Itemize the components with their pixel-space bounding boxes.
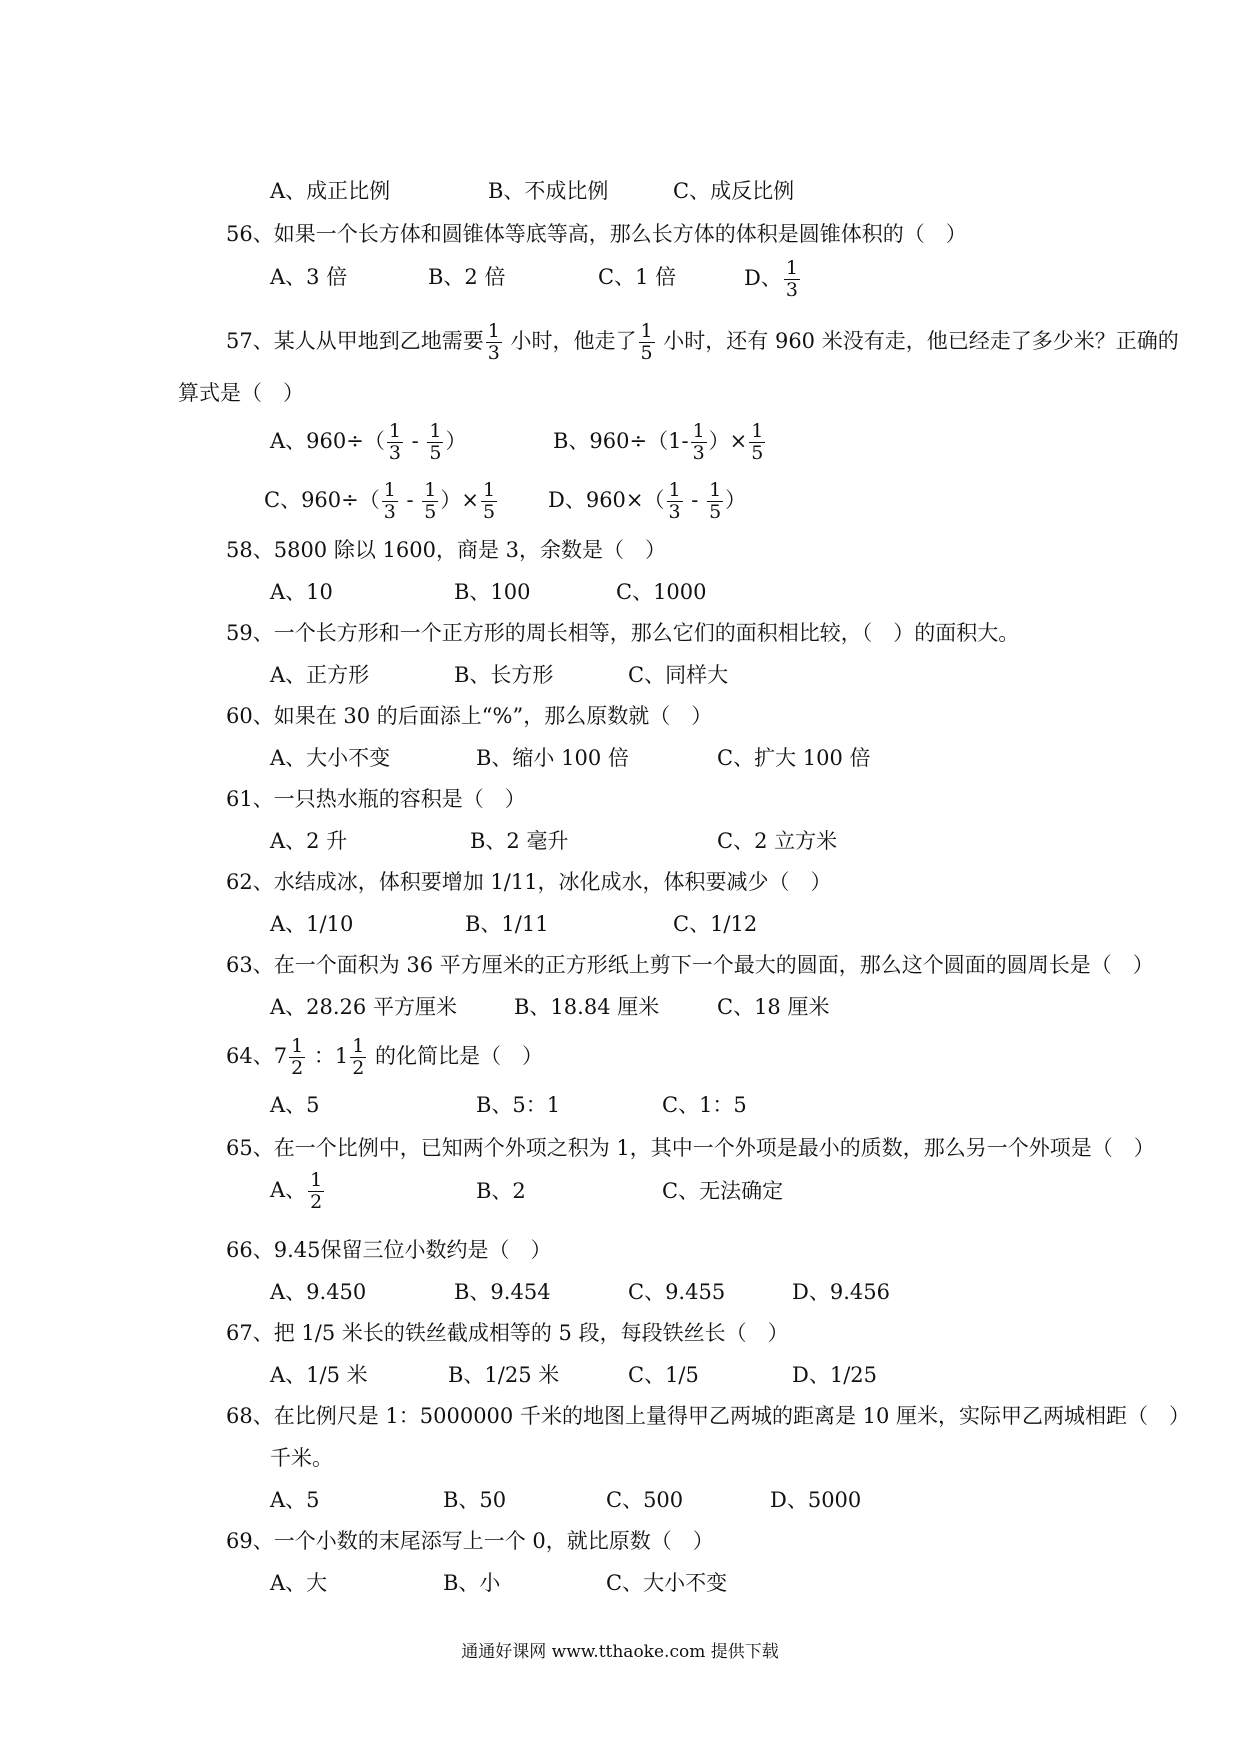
q58-question: 58、5800 除以 1600，商是 3，余数是（ ） [226,538,666,562]
q61-question: 61、一只热水瓶的容积是（ ） [226,787,526,811]
q63-option-a: A、28.26 平方厘米 [270,995,457,1019]
q63-option-c: C、18 厘米 [717,995,830,1019]
q60-option-b: B、缩小 100 倍 [476,746,629,770]
q67-option-c: C、1/5 [628,1363,699,1387]
q67-option-b: B、1/25 米 [448,1363,560,1387]
q56-option-d [744,258,802,301]
q61-option-a: A、2 升 [270,829,348,853]
q63-question: 63、在一个面积为 36 平方厘米的正方形纸上剪下一个最大的圆面，那么这个圆面的圆周长是（ ） [226,953,1154,977]
q66-question: 66、9.45保留三位小数约是（ ） [226,1238,552,1262]
q65-option-b: B、2 [476,1179,526,1203]
q66-option-d: D、9.456 [792,1280,890,1304]
q59-option-a: A、正方形 [270,663,370,687]
q64-question: 64、7 $\frac{1}{2}$ ：1 $\frac{1}{2}$ 的化简比是（ ） [226,1035,544,1079]
q57-fraction-2: $\frac{1}{5}$ [640,320,653,364]
q56-option-d-fraction: $\frac{1}{3}$ [785,257,798,301]
q56-option-d-label: D、 [744,266,782,290]
q57-question: 57、某人从甲地到乙地需要 $\frac{1}{3}$ 小时，他走了 $\frac{1}{5}$ 小时，还有 960 米没有走，他已经走了多少米？正确的 [226,320,1179,364]
q65-option-c: C、无法确定 [662,1179,784,1203]
q56-option-c: C、1 倍 [598,265,677,289]
q55-option-a: A、成正比例 [270,179,391,203]
page-footer: 通通好课网 www.tthaoke.com 提供下载 [461,1642,779,1662]
q67-option-a: A、1/5 米 [270,1363,368,1387]
q62-question: 62、水结成冰，体积要增加 1/11，冰化成水，体积要减少（ ） [226,870,832,894]
q64-fraction-2: $\frac{1}{2}$ [352,1035,365,1079]
q69-option-b: B、小 [443,1571,501,1595]
q65-option-a-fraction: $\frac{1}{2}$ [310,1169,323,1213]
q55-option-c: C、成反比例 [673,179,795,203]
q67-question: 67、把 1/5 米长的铁丝截成相等的 5 段，每段铁丝长（ ） [226,1321,789,1345]
q64-option-c: C、1：5 [662,1093,747,1117]
q59-option-c: C、同样大 [628,663,729,687]
q69-option-c: C、大小不变 [606,1571,728,1595]
q56-question: 56、如果一个长方体和圆锥体等底等高，那么长方体的体积是圆锥体积的（ ） [226,222,967,246]
q67-option-d: D、1/25 [792,1363,877,1387]
q64-option-a: A、5 [270,1093,320,1117]
q60-question: 60、如果在 30 的后面添上“%”，那么原数就（ ） [226,704,713,728]
q57-option-a: A、960÷（ $\frac{1}{3}$ - $\frac{1}{5}$ ） [270,420,467,464]
q66-option-a: A、9.450 [270,1280,367,1304]
q62-option-b: B、1/11 [465,912,549,936]
q62-option-a: A、1/10 [270,912,354,936]
q64-fraction-1: $\frac{1}{2}$ [291,1035,304,1079]
q58-option-a: A、10 [270,580,333,604]
q59-option-b: B、长方形 [454,663,554,687]
q56-option-a: A、3 倍 [270,265,348,289]
q68-option-b: B、50 [443,1488,507,1512]
q59-question: 59、一个长方形和一个正方形的周长相等，那么它们的面积相比较，（ ）的面积大。 [226,621,1020,645]
q63-option-b: B、18.84 厘米 [514,995,660,1019]
q66-option-b: B、9.454 [454,1280,551,1304]
q57-option-c: C、960÷（ $\frac{1}{3}$ - $\frac{1}{5}$ ）× $\frac{1}{5}$ [264,479,496,523]
q68-question-cont: 千米。 [270,1446,333,1470]
q57-fraction-1: $\frac{1}{3}$ [487,320,500,364]
q58-option-b: B、100 [454,580,531,604]
q64-option-b: B、5：1 [476,1093,561,1117]
q68-question: 68、在比例尺是 1：5000000 千米的地图上量得甲乙两城的距离是 10 厘米，实际甲乙两城相距（ ） [226,1404,1191,1428]
q58-option-c: C、1000 [616,580,707,604]
q68-option-d: D、5000 [770,1488,862,1512]
q61-option-b: B、2 毫升 [470,829,569,853]
q60-option-c: C、扩大 100 倍 [717,746,871,770]
q69-question: 69、一个小数的末尾添写上一个 0，就比原数（ ） [226,1529,714,1553]
q60-option-a: A、大小不变 [270,746,391,770]
q57-option-b: B、960÷（1- $\frac{1}{3}$ ）× $\frac{1}{5}$ [553,420,764,464]
q55-option-b: B、不成比例 [488,179,609,203]
q57-question-cont: 算式是（ ） [178,381,304,405]
q56-option-b: B、2 倍 [428,265,506,289]
q65-option-a: A、 $\frac{1}{2}$ [270,1169,323,1213]
q69-option-a: A、大 [270,1571,328,1595]
q65-question: 65、在一个比例中，已知两个外项之积为 1，其中一个外项是最小的质数，那么另一个外项是（ ） [226,1136,1155,1160]
q57-option-d: D、960×（ $\frac{1}{3}$ - $\frac{1}{5}$ ） [548,479,747,523]
q68-option-c: C、500 [606,1488,684,1512]
q61-option-c: C、2 立方米 [717,829,838,853]
q66-option-c: C、9.455 [628,1280,726,1304]
q62-option-c: C、1/12 [673,912,758,936]
q68-option-a: A、5 [270,1488,320,1512]
